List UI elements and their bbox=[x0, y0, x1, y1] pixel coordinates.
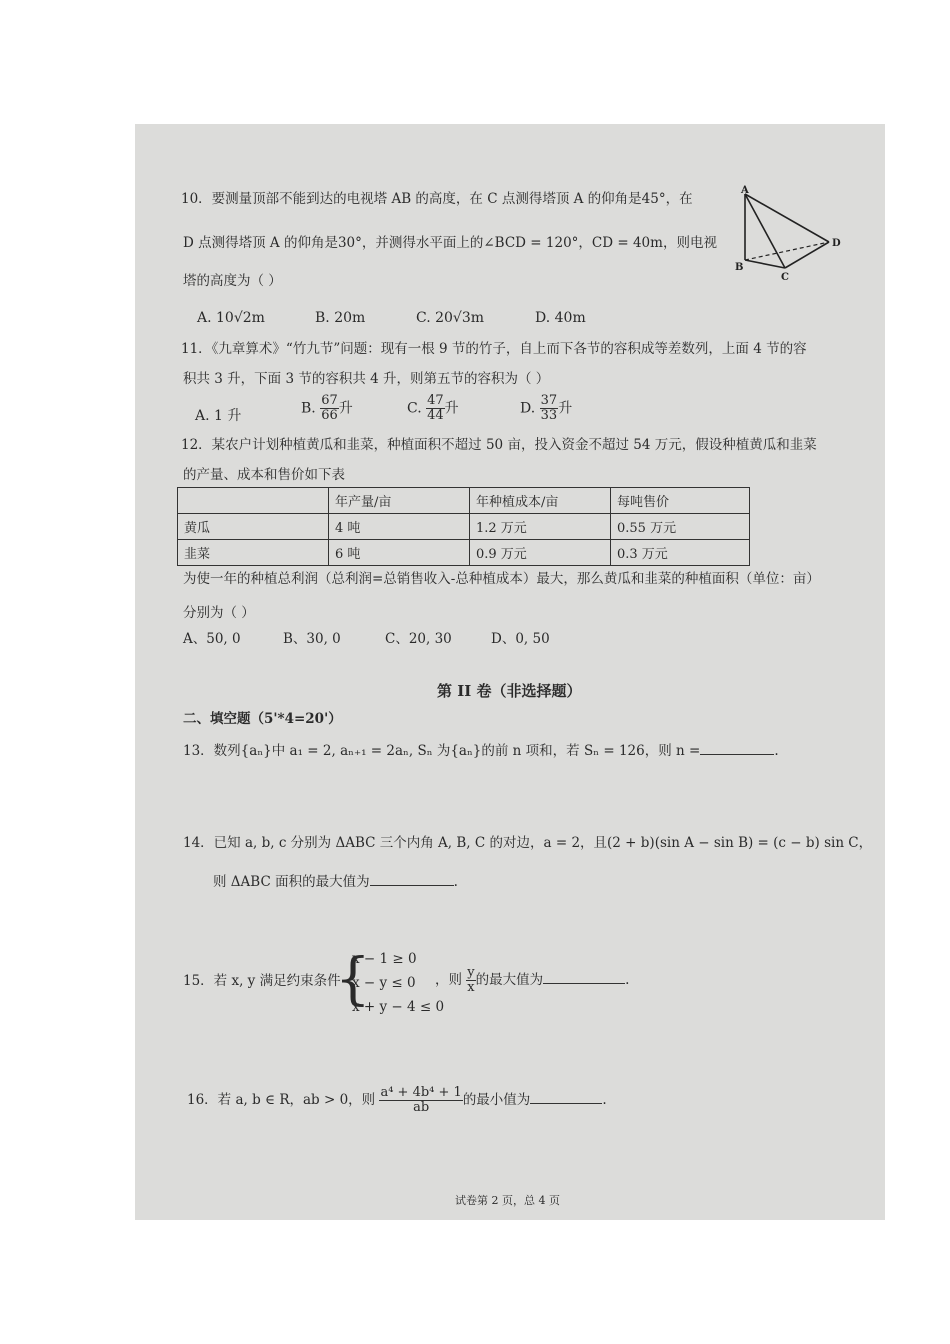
table-cell: 黄瓜 bbox=[178, 514, 329, 540]
q11-option-b: B. $\frac{67}{66}$ 升 bbox=[301, 393, 353, 423]
table-row bbox=[178, 514, 750, 540]
table-cell: 1.2 万元 bbox=[470, 514, 611, 540]
q16: 16．若 a, b ∈ R，ab > 0，则 $\frac{\text{a⁴ + 4b⁴ + 1}}{ab}$ 的最小值为 . bbox=[187, 1085, 607, 1115]
q14-line1: 14．已知 a, b, c 分别为 ΔABC 三个内角 A, B, C 的对边，a = 2，且(2 + b)(sin A − sin B) = (c − b) sin C， bbox=[183, 835, 873, 851]
label-d: D bbox=[832, 238, 841, 249]
q15-constraint-2: x − y ≤ 0 bbox=[352, 975, 416, 991]
table-cell: 6 吨 bbox=[329, 540, 470, 566]
table-row bbox=[178, 540, 750, 566]
edge-cd bbox=[785, 242, 829, 268]
q11-option-a: A. 1 升 bbox=[195, 408, 242, 424]
label-c: C bbox=[781, 272, 789, 283]
table-cell: 韭菜 bbox=[178, 540, 329, 566]
table-header-cell bbox=[178, 488, 329, 514]
table-cell: 4 吨 bbox=[329, 514, 470, 540]
q11-line2: 积共 3 升，下面 3 节的容积共 4 升，则第五节的容积为（ ） bbox=[183, 371, 550, 387]
fraction: $\frac{y}{x}$ bbox=[467, 965, 475, 995]
table-header-cell: 年产量/亩 bbox=[329, 488, 470, 514]
q15-constraint-3: x + y − 4 ≤ 0 bbox=[352, 999, 445, 1015]
constraint-brace: { bbox=[335, 947, 371, 1012]
tower-triangle-figure bbox=[731, 184, 847, 284]
q12-line4: 分别为（ ） bbox=[183, 605, 255, 621]
q12-option-b: B、30, 0 bbox=[283, 631, 341, 647]
answer-blank[interactable] bbox=[530, 1091, 602, 1104]
fraction: $\frac{\text{a⁴ + 4b⁴ + 1}}{ab}$ bbox=[380, 1085, 462, 1115]
q12-line2: 的产量、成本和售价如下表 bbox=[183, 467, 345, 483]
q11-option-d: D. $\frac{37}{33}$ 升 bbox=[520, 393, 573, 423]
q10-option-a: A. 10√2m bbox=[197, 310, 265, 326]
q12-option-d: D、0, 50 bbox=[491, 631, 550, 647]
q11-line1: 11．《九章算术》“竹九节”问题：现有一根 9 节的竹子，自上而下各节的容积成等差数列，上面 4 节的容 bbox=[181, 341, 807, 357]
fraction: $\frac{37}{33}$ bbox=[540, 393, 558, 423]
edge-bd-dashed bbox=[745, 242, 829, 260]
q12-line3: 为使一年的种植总利润（总利润=总销售收入-总种植成本）最大，那么黄瓜和韭菜的种植面积（单位：亩） bbox=[183, 571, 820, 587]
table-cell: 0.3 万元 bbox=[611, 540, 750, 566]
q12-option-c: C、20, 30 bbox=[385, 631, 452, 647]
fraction: $\frac{47}{44}$ bbox=[427, 393, 444, 423]
table-cell: 0.9 万元 bbox=[470, 540, 611, 566]
q11-option-c: C. $\frac{47}{44}$ 升 bbox=[407, 393, 459, 423]
table-cell: 0.55 万元 bbox=[611, 514, 750, 540]
crop-table bbox=[177, 487, 750, 566]
table-header-row bbox=[178, 488, 750, 514]
q14-line2: 则 ΔABC 面积的最大值为 . bbox=[213, 874, 458, 890]
q15-prefix: 15．若 x, y 满足约束条件 bbox=[183, 973, 341, 989]
q10-option-c: C. 20√3m bbox=[416, 310, 485, 326]
q10-line1: 10．要测量顶部不能到达的电视塔 AB 的高度，在 C 点测得塔顶 A 的仰角是45°，在 bbox=[181, 191, 693, 207]
q12-option-a: A、50, 0 bbox=[183, 631, 241, 647]
table-header-cell: 每吨售价 bbox=[611, 488, 750, 514]
section-title: 第 II 卷（非选择题） bbox=[437, 682, 582, 700]
q10-line3: 塔的高度为（ ） bbox=[183, 273, 282, 289]
answer-blank[interactable] bbox=[700, 742, 774, 755]
q15-constraint-1: x − 1 ≥ 0 bbox=[352, 951, 417, 967]
page-footer: 试卷第 2 页，总 4 页 bbox=[455, 1194, 560, 1207]
label-a: A bbox=[741, 185, 749, 196]
q10-option-b: B. 20m bbox=[315, 310, 366, 326]
fraction: $\frac{67}{66}$ bbox=[321, 393, 338, 423]
q12-line1: 12．某农户计划种植黄瓜和韭菜，种植面积不超过 50 亩，投入资金不超过 54 万元，假设种植黄瓜和韭菜 bbox=[181, 437, 817, 453]
section-part: 二、填空题（5'*4=20'） bbox=[183, 711, 342, 727]
q13: 13．数列{aₙ}中 a₁ = 2, aₙ₊₁ = 2aₙ, Sₙ 为{aₙ}的前 n 项和，若 Sₙ = 126，则 n = . bbox=[183, 743, 779, 759]
exam-page bbox=[135, 124, 885, 1220]
label-b: B bbox=[735, 262, 744, 273]
table-header-cell: 年种植成本/亩 bbox=[470, 488, 611, 514]
answer-blank[interactable] bbox=[370, 873, 454, 886]
answer-blank[interactable] bbox=[543, 971, 625, 984]
edge-bc bbox=[745, 260, 785, 268]
q15-tail: ，则 $\frac{y}{x}$ 的最大值为 . bbox=[435, 965, 630, 995]
q10-option-d: D. 40m bbox=[535, 310, 586, 326]
q10-line2: D 点测得塔顶 A 的仰角是30°，并测得水平面上的∠BCD = 120°，CD = 40m，则电视 bbox=[183, 235, 717, 251]
